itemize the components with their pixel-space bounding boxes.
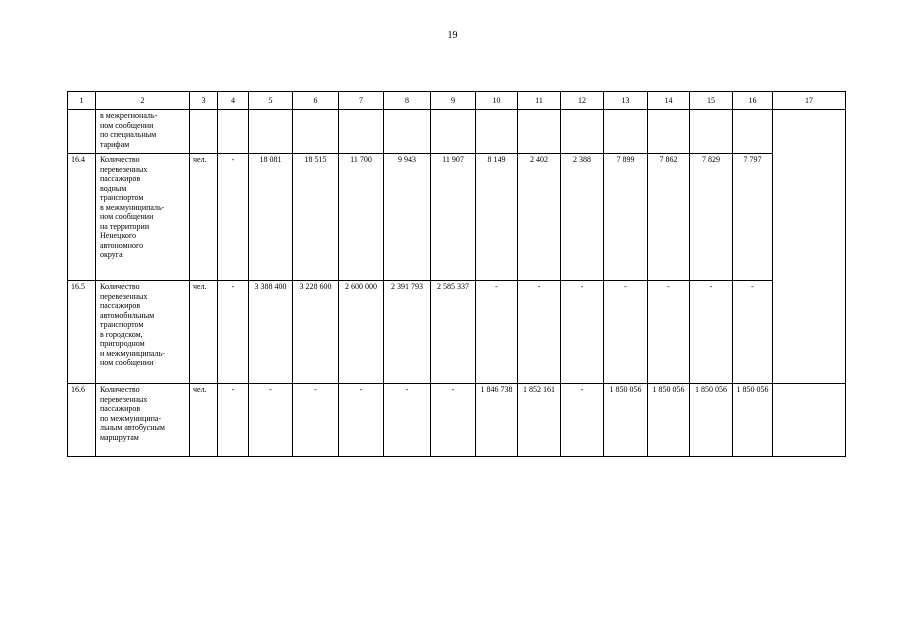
value-cell: - <box>518 281 561 384</box>
header-cell: 3 <box>190 92 218 110</box>
value-cell: 9 943 <box>384 154 431 281</box>
value-cell: 2 388 <box>561 154 604 281</box>
page-number: 19 <box>447 30 458 41</box>
value-cell: - <box>431 384 476 457</box>
header-cell: 5 <box>249 92 293 110</box>
base-value-cell: - <box>218 154 249 281</box>
indicator-name: Количество перевезенных пассажиров по межмуниципа- льным автобусным маршрутам <box>96 384 190 457</box>
value-cell: - <box>339 384 384 457</box>
value-cell: 3 228 600 <box>293 281 339 384</box>
header-cell: 9 <box>431 92 476 110</box>
value-cell: 1 852 161 <box>518 384 561 457</box>
value-cell <box>339 110 384 154</box>
value-cell: 2 402 <box>518 154 561 281</box>
value-cell: 11 700 <box>339 154 384 281</box>
value-cell <box>249 110 293 154</box>
value-cell <box>293 110 339 154</box>
header-cell: 6 <box>293 92 339 110</box>
value-cell: 7 797 <box>733 154 773 281</box>
value-cell: - <box>249 384 293 457</box>
value-cell <box>476 110 518 154</box>
row-index <box>68 110 96 154</box>
header-cell: 16 <box>733 92 773 110</box>
indicator-name: Количество перевезенных пассажиров водным транспортом в межмуниципаль- ном сообщении на территории Ненецкого автономного округа <box>96 154 190 281</box>
value-cell: 7 862 <box>648 154 690 281</box>
value-cell <box>690 110 733 154</box>
header-cell: 1 <box>68 92 96 110</box>
value-cell: 1 850 056 <box>690 384 733 457</box>
value-cell: - <box>733 281 773 384</box>
value-cell: - <box>648 281 690 384</box>
row-index: 16.6 <box>68 384 96 457</box>
header-cell: 14 <box>648 92 690 110</box>
notes-cell <box>773 110 846 384</box>
value-cell: 1 846 738 <box>476 384 518 457</box>
table-row <box>68 154 846 281</box>
header-cell: 4 <box>218 92 249 110</box>
unit-cell <box>190 110 218 154</box>
value-cell: 18 081 <box>249 154 293 281</box>
table-row <box>68 281 846 384</box>
value-cell: 1 850 056 <box>733 384 773 457</box>
header-cell: 8 <box>384 92 431 110</box>
unit-cell: чел. <box>190 154 218 281</box>
value-cell <box>604 110 648 154</box>
value-cell <box>384 110 431 154</box>
base-value-cell: - <box>218 384 249 457</box>
value-cell: - <box>561 281 604 384</box>
table-row <box>68 384 846 457</box>
notes-cell <box>773 384 846 457</box>
value-cell: - <box>384 384 431 457</box>
value-cell <box>518 110 561 154</box>
indicator-name: Количество перевезенных пассажиров автомобильным транспортом в городском, пригородном и межмуниципаль- ном сообщении <box>96 281 190 384</box>
value-cell: 8 149 <box>476 154 518 281</box>
row-index: 16.4 <box>68 154 96 281</box>
value-cell: - <box>604 281 648 384</box>
value-cell: 7 899 <box>604 154 648 281</box>
header-row <box>68 92 846 110</box>
unit-cell: чел. <box>190 281 218 384</box>
value-cell <box>561 110 604 154</box>
value-cell <box>431 110 476 154</box>
header-cell: 17 <box>773 92 846 110</box>
data-table <box>67 91 846 457</box>
header-cell: 12 <box>561 92 604 110</box>
header-cell: 7 <box>339 92 384 110</box>
header-cell: 15 <box>690 92 733 110</box>
value-cell: 3 388 400 <box>249 281 293 384</box>
value-cell: - <box>293 384 339 457</box>
header-cell: 2 <box>96 92 190 110</box>
value-cell <box>733 110 773 154</box>
header-cell: 10 <box>476 92 518 110</box>
base-value-cell: - <box>218 281 249 384</box>
value-cell: 2 391 793 <box>384 281 431 384</box>
table-row <box>68 110 846 154</box>
row-index: 16.5 <box>68 281 96 384</box>
value-cell: 7 829 <box>690 154 733 281</box>
base-value-cell <box>218 110 249 154</box>
value-cell: 11 907 <box>431 154 476 281</box>
indicator-name: в межрегиональ- ном сообщении по специальным тарифам <box>96 110 190 154</box>
value-cell <box>648 110 690 154</box>
value-cell: 1 850 056 <box>648 384 690 457</box>
value-cell: 1 850 056 <box>604 384 648 457</box>
value-cell: 2 585 337 <box>431 281 476 384</box>
value-cell: - <box>690 281 733 384</box>
unit-cell: чел. <box>190 384 218 457</box>
header-cell: 13 <box>604 92 648 110</box>
value-cell: - <box>561 384 604 457</box>
value-cell: - <box>476 281 518 384</box>
value-cell: 2 600 000 <box>339 281 384 384</box>
value-cell: 18 515 <box>293 154 339 281</box>
header-cell: 11 <box>518 92 561 110</box>
